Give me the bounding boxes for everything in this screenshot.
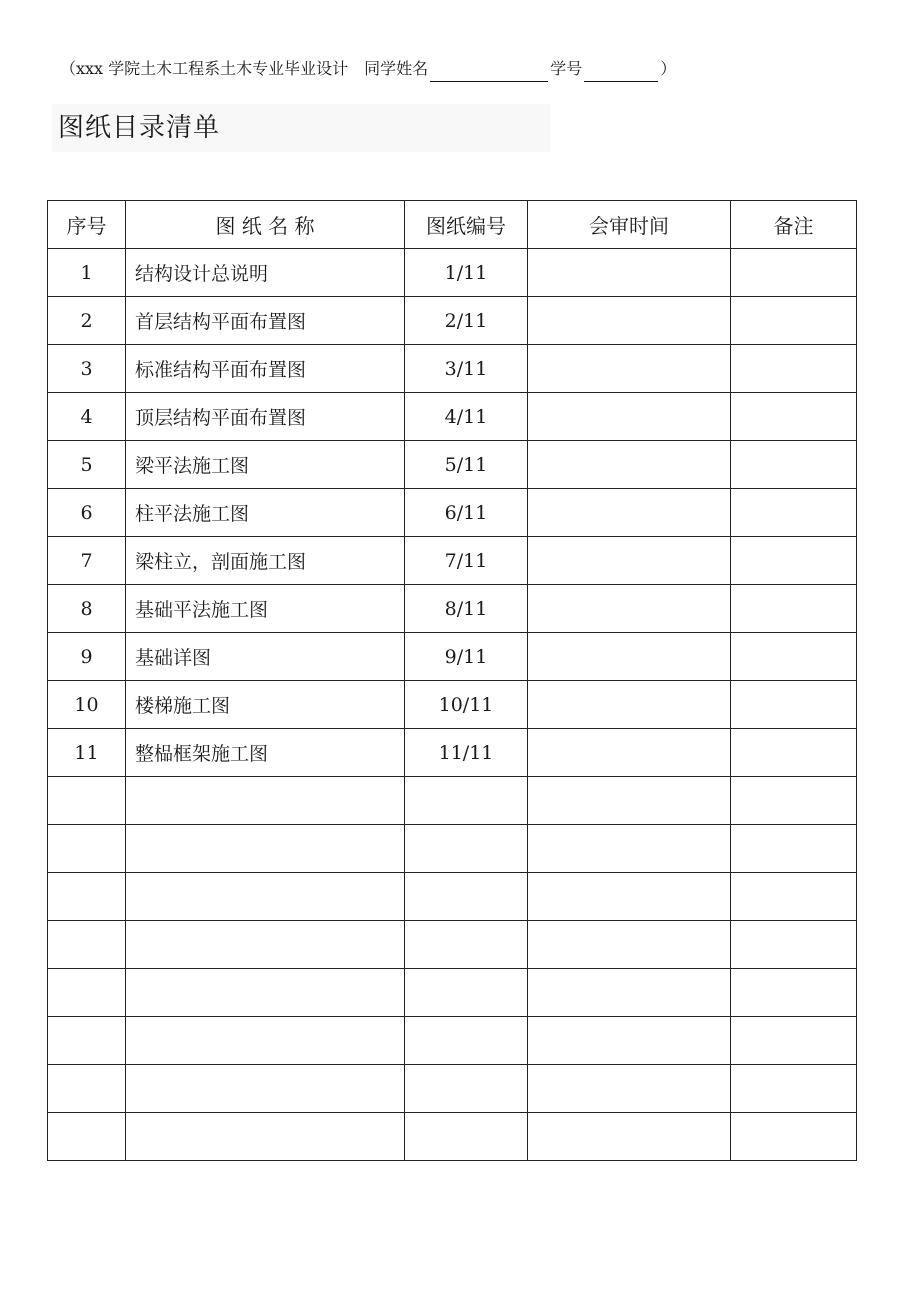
table-row (48, 729, 857, 777)
cell-serial-no (48, 1017, 126, 1065)
table-row (48, 489, 857, 537)
cell-review-date[interactable] (528, 1113, 731, 1161)
header-review-date: 会审时间 (528, 201, 731, 249)
cell-review-date[interactable] (528, 585, 731, 633)
cell-review-date[interactable] (528, 681, 731, 729)
cell-serial-no: 5 (48, 441, 126, 489)
cell-drawing-name (126, 921, 405, 969)
cell-remarks[interactable] (731, 1065, 857, 1113)
cell-serial-no: 2 (48, 297, 126, 345)
cell-remarks[interactable] (731, 825, 857, 873)
cell-serial-no: 7 (48, 537, 126, 585)
cell-review-date[interactable] (528, 393, 731, 441)
cell-drawing-code (405, 873, 528, 921)
cell-drawing-name: 标准结构平面布置图 (126, 345, 405, 393)
cell-drawing-code: 8/11 (405, 585, 528, 633)
cell-remarks[interactable] (731, 393, 857, 441)
header-remarks: 备注 (731, 201, 857, 249)
cell-remarks[interactable] (731, 1017, 857, 1065)
cell-review-date[interactable] (528, 441, 731, 489)
cell-drawing-code: 10/11 (405, 681, 528, 729)
table-row (48, 297, 857, 345)
cell-remarks[interactable] (731, 345, 857, 393)
cell-drawing-name (126, 1113, 405, 1161)
cell-serial-no: 4 (48, 393, 126, 441)
table-row (48, 969, 857, 1017)
cell-serial-no (48, 1065, 126, 1113)
cell-review-date[interactable] (528, 873, 731, 921)
cell-serial-no (48, 873, 126, 921)
cell-drawing-name: 基础平法施工图 (126, 585, 405, 633)
header-drawing-name: 图 纸 名 称 (126, 201, 405, 249)
cell-drawing-name: 梁柱立，剖面施工图 (126, 537, 405, 585)
student-name-label: 同学姓名 (364, 59, 429, 78)
cell-drawing-name (126, 1065, 405, 1113)
table-row (48, 393, 857, 441)
cell-review-date[interactable] (528, 489, 731, 537)
cell-review-date[interactable] (528, 777, 731, 825)
cell-drawing-code: 7/11 (405, 537, 528, 585)
student-id-field[interactable] (584, 63, 658, 82)
cell-serial-no: 11 (48, 729, 126, 777)
cell-serial-no (48, 969, 126, 1017)
cell-review-date[interactable] (528, 825, 731, 873)
cell-drawing-code (405, 1113, 528, 1161)
table-row (48, 825, 857, 873)
cell-remarks[interactable] (731, 297, 857, 345)
cell-drawing-code: 1/11 (405, 249, 528, 297)
table-row (48, 537, 857, 585)
cell-serial-no: 8 (48, 585, 126, 633)
cell-remarks[interactable] (731, 777, 857, 825)
cell-drawing-name: 梁平法施工图 (126, 441, 405, 489)
cell-drawing-code (405, 1017, 528, 1065)
cell-remarks[interactable] (731, 633, 857, 681)
cell-remarks[interactable] (731, 585, 857, 633)
cell-review-date[interactable] (528, 1065, 731, 1113)
cell-remarks[interactable] (731, 489, 857, 537)
cell-review-date[interactable] (528, 345, 731, 393)
cell-drawing-code (405, 777, 528, 825)
cell-review-date[interactable] (528, 921, 731, 969)
cell-drawing-code: 11/11 (405, 729, 528, 777)
cell-serial-no: 3 (48, 345, 126, 393)
table-row (48, 585, 857, 633)
header-prefix: （xxx 学院土木工程系土木专业毕业设计 (60, 59, 349, 78)
cell-serial-no: 1 (48, 249, 126, 297)
cell-drawing-code (405, 921, 528, 969)
cell-drawing-name: 首层结构平面布置图 (126, 297, 405, 345)
drawing-catalog-table (47, 200, 857, 1161)
cell-serial-no (48, 777, 126, 825)
table-row (48, 777, 857, 825)
table-row (48, 1113, 857, 1161)
cell-drawing-name: 柱平法施工图 (126, 489, 405, 537)
cell-drawing-name: 楼梯施工图 (126, 681, 405, 729)
cell-drawing-code: 2/11 (405, 297, 528, 345)
table-row (48, 1017, 857, 1065)
cell-review-date[interactable] (528, 729, 731, 777)
student-id-label: 学号 (550, 59, 583, 78)
cell-serial-no (48, 921, 126, 969)
cell-drawing-name (126, 969, 405, 1017)
table-header-row (48, 201, 857, 249)
cell-review-date[interactable] (528, 633, 731, 681)
table-row (48, 249, 857, 297)
cell-remarks[interactable] (731, 921, 857, 969)
header-suffix: ） (660, 59, 677, 78)
cell-drawing-name: 基础详图 (126, 633, 405, 681)
cell-serial-no (48, 1113, 126, 1161)
cell-remarks[interactable] (731, 681, 857, 729)
cell-serial-no (48, 825, 126, 873)
cell-review-date[interactable] (528, 537, 731, 585)
header-line (60, 56, 676, 82)
table-row (48, 873, 857, 921)
header-drawing-code: 图纸编号 (405, 201, 528, 249)
cell-drawing-code: 4/11 (405, 393, 528, 441)
table-row (48, 441, 857, 489)
cell-review-date[interactable] (528, 969, 731, 1017)
cell-drawing-name: 结构设计总说明 (126, 249, 405, 297)
cell-remarks[interactable] (731, 249, 857, 297)
cell-remarks[interactable] (731, 729, 857, 777)
header-serial-no: 序号 (48, 201, 126, 249)
cell-drawing-code (405, 969, 528, 1017)
cell-review-date[interactable] (528, 1017, 731, 1065)
cell-drawing-code: 6/11 (405, 489, 528, 537)
cell-drawing-name (126, 777, 405, 825)
cell-remarks[interactable] (731, 537, 857, 585)
cell-remarks[interactable] (731, 873, 857, 921)
cell-drawing-code (405, 1065, 528, 1113)
student-name-field[interactable] (430, 63, 548, 82)
cell-drawing-code: 3/11 (405, 345, 528, 393)
cell-drawing-code: 9/11 (405, 633, 528, 681)
cell-serial-no: 9 (48, 633, 126, 681)
page-title: 图纸目录清单 (52, 104, 550, 152)
table-row (48, 633, 857, 681)
cell-serial-no: 10 (48, 681, 126, 729)
cell-drawing-code (405, 825, 528, 873)
cell-drawing-code: 5/11 (405, 441, 528, 489)
cell-serial-no: 6 (48, 489, 126, 537)
table-row (48, 681, 857, 729)
table-body (48, 249, 857, 1161)
cell-review-date[interactable] (528, 249, 731, 297)
cell-drawing-name (126, 825, 405, 873)
cell-remarks[interactable] (731, 1113, 857, 1161)
cell-remarks[interactable] (731, 441, 857, 489)
cell-drawing-name: 顶层结构平面布置图 (126, 393, 405, 441)
cell-review-date[interactable] (528, 297, 731, 345)
table-row (48, 1065, 857, 1113)
cell-drawing-name (126, 873, 405, 921)
cell-drawing-name (126, 1017, 405, 1065)
table-row (48, 345, 857, 393)
cell-remarks[interactable] (731, 969, 857, 1017)
table-row (48, 921, 857, 969)
cell-drawing-name: 整榀框架施工图 (126, 729, 405, 777)
